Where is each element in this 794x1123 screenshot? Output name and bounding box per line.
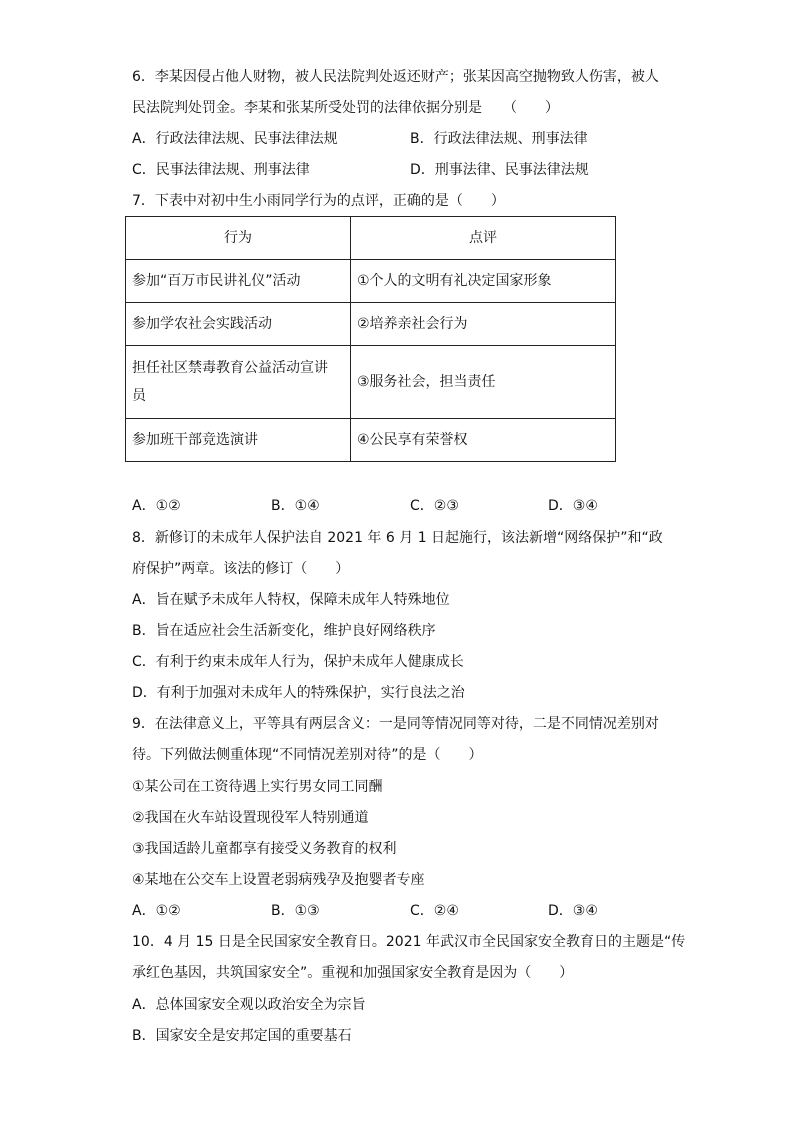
q8-option-d: D．有利于加强对未成年人的特殊保护，实行良法之治	[132, 685, 465, 701]
q8-stem-line1: 8．新修订的未成年人保护法自 2021 年 6 月 1 日起施行，该法新增“网络保护”和“政	[132, 530, 663, 546]
q7-row4-comment: ④公民享有荣誉权	[351, 419, 616, 462]
q7-header-comment: 点评	[351, 217, 616, 260]
q7-option-c: C．②③	[410, 498, 459, 514]
q9-stem-line2: 待。下列做法侧重体现“不同情况差别对待”的是（ ）	[132, 747, 483, 763]
q7-row2-comment: ②培养亲社会行为	[351, 303, 616, 346]
q7-row1-comment: ①个人的文明有礼决定国家形象	[351, 260, 616, 303]
q8-option-c: C．有利于约束未成年人行为，保护未成年人健康成长	[132, 654, 464, 670]
q9-item-4: ④某地在公交车上设置老弱病残孕及抱婴者专座	[132, 872, 425, 888]
q7-row2-behavior: 参加学农社会实践活动	[126, 303, 351, 346]
q7-option-b: B．①④	[271, 498, 320, 514]
q7-table	[125, 216, 616, 462]
table-row	[126, 260, 616, 303]
q6-option-d: D．刑事法律、民事法律法规	[410, 162, 589, 178]
q10-option-a: A．总体国家安全观以政治安全为宗旨	[132, 997, 366, 1013]
q7-row4-behavior: 参加班干部竞选演讲	[126, 419, 351, 462]
q7-row3-comment: ③服务社会，担当责任	[351, 346, 616, 419]
q7-header-behavior: 行为	[126, 217, 351, 260]
q8-option-b: B．旨在适应社会生活新变化，维护良好网络秩序	[132, 623, 436, 639]
table-row	[126, 419, 616, 462]
q9-item-1: ①某公司在工资待遇上实行男女同工同酬	[132, 779, 383, 795]
q7-stem: 7．下表中对初中生小雨同学行为的点评，正确的是（ ）	[132, 193, 505, 209]
q9-item-3: ③我国适龄儿童都享有接受义务教育的权利	[132, 841, 397, 857]
q9-option-d: D．③④	[548, 903, 598, 919]
q7-option-d: D．③④	[548, 498, 598, 514]
q7-option-a: A．①②	[132, 498, 181, 514]
q6-stem-line2: 民法院判处罚金。李某和张某所受处罚的法律依据分别是 （ ）	[132, 100, 559, 116]
q7-row3-behavior	[126, 346, 351, 419]
q9-option-a: A．①②	[132, 903, 181, 919]
q10-option-b: B．国家安全是安邦定国的重要基石	[132, 1028, 352, 1044]
table-row	[126, 346, 616, 419]
q6-option-c: C．民事法律法规、刑事法律	[132, 162, 310, 178]
q9-item-2: ②我国在火车站设置现役军人特别通道	[132, 810, 369, 826]
q8-option-a: A．旨在赋予未成年人特权，保障未成年人特殊地位	[132, 592, 450, 608]
q10-stem-line1: 10．4 月 15 日是全民国家安全教育日。2021 年武汉市全民国家安全教育日的主题是“传	[132, 934, 686, 950]
q9-option-c: C．②④	[410, 903, 459, 919]
q6-option-b: B．行政法律法规、刑事法律	[410, 131, 588, 147]
q6-option-a: A．行政法律法规、民事法律法规	[132, 131, 338, 147]
q10-stem-line2: 承红色基因，共筑国家安全”。重视和加强国家安全教育是因为（ ）	[132, 965, 574, 981]
q8-stem-line2: 府保护”两章。该法的修订（ ）	[132, 561, 350, 577]
q9-stem-line1: 9．在法律意义上，平等具有两层含义：一是同等情况同等对待，二是不同情况差别对	[132, 716, 659, 732]
q7-table-header-row	[126, 217, 616, 260]
q9-option-b: B．①③	[271, 903, 320, 919]
table-row	[126, 303, 616, 346]
q6-stem-line1: 6．李某因侵占他人财物，被人民法院判处返还财产；张某因高空抛物致人伤害，被人	[132, 69, 659, 85]
q7-row3-behavior-text: 担任社区禁毒教育公益活动宣讲员	[132, 360, 328, 404]
q7-row1-behavior: 参加“百万市民讲礼仪”活动	[126, 260, 351, 303]
